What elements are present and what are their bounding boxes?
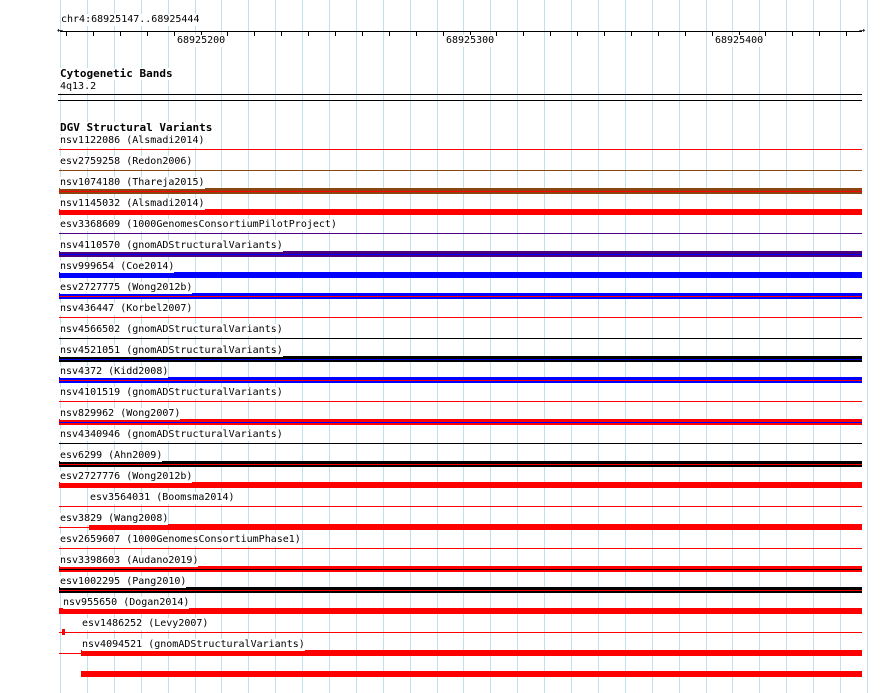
ruler-tick [389,32,390,36]
variant-row-line [59,275,862,276]
ruler-tick [604,32,605,36]
variant-row-line [59,506,862,507]
variant-row-line [59,233,862,234]
ruler-tick [174,32,175,36]
ruler-tick [496,32,497,36]
variant-label[interactable]: nsv4110570 (gnomADStructuralVariants) [60,240,283,251]
variant-row-line [59,464,862,465]
ruler-tick [523,32,524,36]
ruler-tick-label: 68925300 [446,35,495,46]
variant-label[interactable]: nsv999654 (Coe2014) [60,261,175,272]
variant-row-line [59,359,862,360]
ruler-tick [658,32,659,36]
cytobands-track-title: Cytogenetic Bands [60,67,173,80]
variant-label[interactable]: esv3368609 (1000GenomesConsortiumPilotProject) [60,219,337,230]
variant-row-line [59,653,862,654]
region-coordinates: chr4:68925147..68925444 [61,14,200,25]
variant-row-line [59,569,862,570]
variant-label[interactable]: nsv4372 (Kidd2008) [60,366,169,377]
variant-label[interactable]: nsv1145032 (Alsmadi2014) [60,198,205,209]
ruler-tick [631,32,632,36]
variant-row-line [59,212,862,213]
ruler-tick-label: 68925200 [177,35,226,46]
variant-label[interactable]: nsv4340946 (gnomADStructuralVariants) [60,429,283,440]
ruler-tick [765,32,766,36]
ruler-tick [281,32,282,36]
ruler-tick [685,32,686,36]
variant-row-line [59,485,862,486]
ruler-tick [147,32,148,36]
variant-row-line [59,422,862,423]
variant-label[interactable]: nsv829962 (Wong2007) [60,408,181,419]
variant-row-line [59,254,862,255]
ruler-tick [227,32,228,36]
variant-row-line [59,527,862,528]
variant-row-line [59,149,862,150]
variant-label[interactable]: nsv4101519 (gnomADStructuralVariants) [60,387,283,398]
ruler-tick [443,32,444,36]
ruler-tick [93,32,94,36]
variant-label[interactable]: esv3829 (Wang2008) [60,513,169,524]
ruler-tick [550,32,551,36]
variant-label[interactable]: esv3564031 (Boomsma2014) [90,492,235,503]
variant-label[interactable]: nsv436447 (Korbel2007) [60,303,193,314]
ruler-tick [577,32,578,36]
variant-row-line [59,170,862,171]
variant-row-line [59,443,862,444]
variant-row-line [59,317,862,318]
variant-row-line [59,590,862,591]
variant-label[interactable]: esv2759258 (Redon2006) [60,156,193,167]
dgv-track-title: DGV Structural Variants [60,121,213,134]
variant-row-line [59,191,862,192]
variant-label[interactable]: esv2727776 (Wong2012b) [60,471,193,482]
ruler-tick [792,32,793,36]
variant-label[interactable]: esv6299 (Ahn2009) [60,450,163,461]
variant-label[interactable]: nsv3398603 (Audano2019) [60,555,199,566]
variant-row-line [59,401,862,402]
variant-row-line [59,632,862,633]
ruler-tick [254,32,255,36]
variant-bar[interactable] [81,671,862,677]
ruler-tick [712,32,713,36]
ruler-line [60,31,862,32]
variant-row-line [59,338,862,339]
cytoband-label: 4q13.2 [60,81,97,92]
ruler-tick [362,32,363,36]
variant-label[interactable]: nsv1122086 (Alsmadi2014) [60,135,205,146]
cytoband-separator [58,94,862,95]
variant-row-line [62,611,862,612]
ruler-right-arrow-icon: → [858,25,865,36]
ruler-tick [335,32,336,36]
ruler-tick [66,32,67,36]
variant-label[interactable]: nsv4094521 (gnomADStructuralVariants) [82,639,305,650]
grid-line [867,0,868,693]
ruler-tick-label: 68925400 [715,35,764,46]
ruler-tick [416,32,417,36]
ruler-tick [120,32,121,36]
variant-label[interactable]: esv2659607 (1000GenomesConsortiumPhase1) [60,534,301,545]
variant-label[interactable]: nsv4566502 (gnomADStructuralVariants) [60,324,283,335]
variant-label[interactable]: esv1486252 (Levy2007) [82,618,209,629]
variant-label[interactable]: esv2727775 (Wong2012b) [60,282,193,293]
variant-label[interactable]: nsv955650 (Dogan2014) [63,597,190,608]
ruler-tick [819,32,820,36]
variant-label[interactable]: nsv4521051 (gnomADStructuralVariants) [60,345,283,356]
ruler-tick [308,32,309,36]
cytoband-separator [58,100,862,101]
variant-row-line [59,548,862,549]
ruler-tick [846,32,847,36]
variant-row-line [59,380,862,381]
variant-label[interactable]: nsv1074180 (Thareja2015) [60,177,205,188]
variant-row-line [59,296,862,297]
ruler-left-arrow-icon: ← [57,25,64,36]
variant-label[interactable]: esv1002295 (Pang2010) [60,576,187,587]
